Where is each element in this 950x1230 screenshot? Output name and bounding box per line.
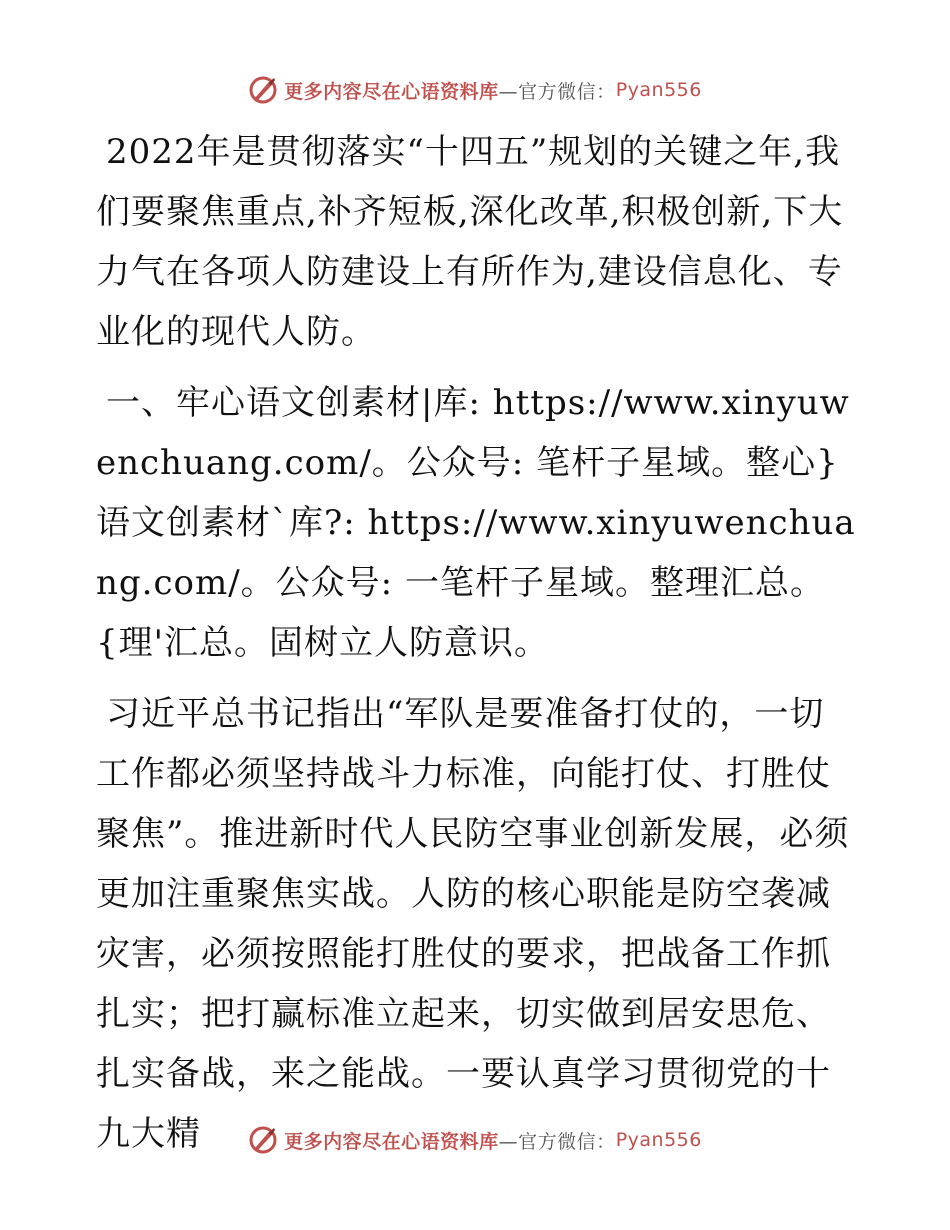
wechat-id-text: Pyan556 xyxy=(615,79,702,101)
footer-watermark-banner xyxy=(0,1120,950,1160)
official-wechat-label: —官方微信： xyxy=(498,80,616,103)
header-watermark-banner xyxy=(0,70,950,110)
document-body xyxy=(96,122,856,1175)
official-wechat-label: —官方微信： xyxy=(498,1130,616,1153)
paragraph-quote: 习近平总书记指出“军队是要准备打仗的，一切工作都必须坚持战斗力标准，向能打仗、打胜仗聚焦”。推进新时代人民防空事业创新发展，必须更加注重聚焦实战。人防的核心职能是防空袭减灾害，必须按照能打胜仗的要求，把战备工作抓扎实；把打赢标准立起来，切实做到居安思危、扎实备战，来之能战。一要认真学习贯彻党的十九大精 xyxy=(96,694,850,1154)
site-name-text: 更多内容尽在心语资料库 xyxy=(284,1130,499,1153)
site-name-text: 更多内容尽在心语资料库 xyxy=(284,80,499,103)
wechat-id-text: Pyan556 xyxy=(615,1129,702,1151)
quill-pen-logo-icon xyxy=(248,1125,278,1155)
paragraph-section-one: 一、牢心语文创素材|库: https://www.xinyuwenchuang.com/。公众号: 笔杆子星域。整心}语文创素材`库?: https://www.xinyuwenchuang.com/。公众号: 一笔杆子星域。整理汇总。{理'汇总。固树立人防意识。 xyxy=(96,383,856,663)
paragraph-intro: 2022年是贯彻落实“十四五”规划的关键之年,我们要聚焦重点,补齐短板,深化改革,积极创新,下大力气在各项人防建设上有所作为,建设信息化、专业化的现代人防。 xyxy=(96,132,844,352)
quill-pen-logo-icon xyxy=(248,75,278,105)
